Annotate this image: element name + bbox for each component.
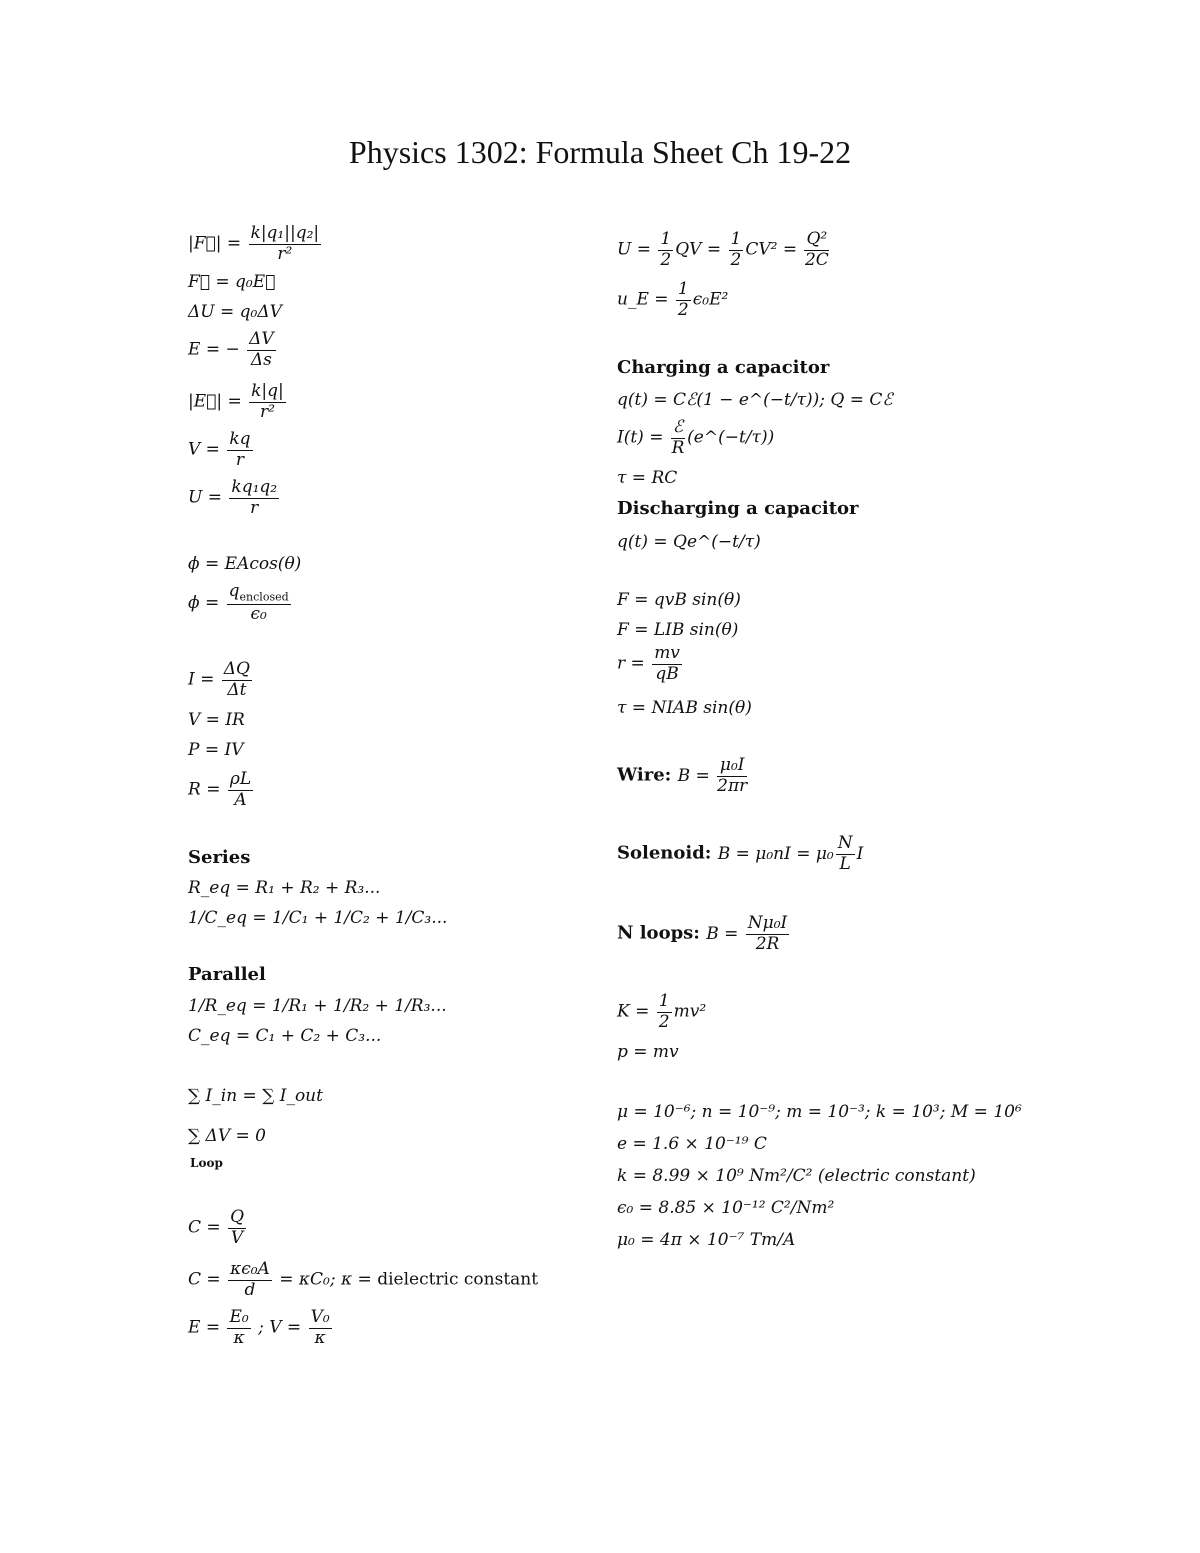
delta-u-formula: ΔU = q₀ΔV xyxy=(188,302,282,322)
capacitance-formula: C = $\frac{Q}{V}$ xyxy=(188,1207,244,1248)
kirchhoff-junction: ∑ I_in = ∑ I_out xyxy=(188,1086,323,1106)
current-formula: I = $\frac{\Delta Q}{\Delta t}$ xyxy=(188,659,250,700)
e-point-formula: |E⃗| = $\frac{k|q|}{\text{r²}}$ xyxy=(188,381,284,422)
kinetic-energy-formula: K = $\frac{1}{2}$ mv² xyxy=(617,991,707,1032)
force-wire-formula: F = LIB sin(θ) xyxy=(617,620,739,640)
discharging-q-formula: q(t) = Qe^(−t/τ) xyxy=(617,532,761,552)
torque-formula: τ = NIAB sin(θ) xyxy=(617,698,752,718)
series-capacitance: 1/C_eq = 1/C₁ + 1/C₂ + 1/C₃... xyxy=(188,908,448,928)
discharging-heading: Discharging a capacitor xyxy=(617,498,859,519)
force-field-formula: F⃗ = q₀E⃗ xyxy=(188,272,276,292)
e-from-v-formula: E = − $\frac{\Delta V}{\Delta s}$ xyxy=(188,329,274,370)
wire-field: Wire: B = $\frac{\text{μ₀I}}{2\pi r}$ xyxy=(617,755,748,796)
electron-charge: e = 1.6 × 10⁻¹⁹ C xyxy=(617,1134,767,1154)
coulomb-constant: k = 8.99 × 10⁹ Nm²/C² (electric constant) xyxy=(617,1166,976,1186)
series-heading: Series xyxy=(188,847,251,868)
kirchhoff-loop: ∑ ΔV = 0 xyxy=(188,1126,266,1146)
flux-formula-2: ϕ = $q_{enclosed}$ ϵ₀ xyxy=(188,581,289,625)
charging-heading: Charging a capacitor xyxy=(617,357,830,378)
page-title: Physics 1302: Formula Sheet Ch 19-22 xyxy=(348,134,852,170)
charging-q-formula: q(t) = Cℰ(1 − e^(−t/τ)); Q = Cℰ xyxy=(617,390,893,410)
u-pair-formula: U = $\frac{\text{kq₁q₂}}{r}$ xyxy=(188,477,278,518)
parallel-capacitance: C_eq = C₁ + C₂ + C₃... xyxy=(188,1026,382,1046)
series-resistance: R_eq = R₁ + R₂ + R₃... xyxy=(188,878,381,898)
dielectric-field-formula: E = $\frac{\text{E₀}}{\kappa}$ ; V = $\frac{\text{V₀}}{\kappa}$ xyxy=(188,1307,330,1348)
flux-formula-1: ϕ = EAcos(θ) xyxy=(188,554,302,574)
parallel-resistance: 1/R_eq = 1/R₁ + 1/R₂ + 1/R₃... xyxy=(188,996,447,1016)
parallel-heading: Parallel xyxy=(188,964,266,985)
dielectric-formula: C = $\frac{\text{κϵ₀A}}{d}$ = κC₀; κ = dielectric constant xyxy=(188,1259,539,1300)
ohm-formula: V = IR xyxy=(188,710,245,730)
power-formula: P = IV xyxy=(188,740,244,760)
tau-formula: τ = RC xyxy=(617,468,678,488)
loop-label: Loop xyxy=(190,1156,223,1170)
charging-i-formula: I(t) = ℰ R (e^(−t/τ)) xyxy=(617,417,775,458)
coulomb-law: |F⃗| = $\frac{\text{k|q₁||q₂|}}{\text{r²}}$ xyxy=(188,223,320,264)
momentum-formula: p = mv xyxy=(617,1042,679,1062)
n-loops-field: N loops: B = $\frac{\text{Nμ₀I}}{2R}$ xyxy=(617,913,788,954)
v-point-formula: V = $\frac{kq}{r}$ xyxy=(188,429,251,470)
solenoid-field: Solenoid: B = μ₀nI = μ₀ $\frac{N}{L}$ I xyxy=(617,833,864,874)
mu-zero: μ₀ = 4π × 10⁻⁷ Tm/A xyxy=(617,1230,796,1250)
resistivity-formula: R = $\frac{\rho L}{A}$ xyxy=(188,769,252,810)
energy-density-formula: u_E = $\frac{1}{2}$ ϵ₀E² xyxy=(617,279,729,320)
force-charge-formula: F = qvB sin(θ) xyxy=(617,590,741,610)
radius-formula: r = $\frac{mv}{qB}$ xyxy=(617,643,680,684)
epsilon-zero: ϵ₀ = 8.85 × 10⁻¹² C²/Nm² xyxy=(617,1198,835,1218)
capacitor-energy-formula: U = $\frac{1}{2}$ QV = $\frac{1}{2}$ CV² = $\frac{\text{Q²}}{2C}$ xyxy=(617,229,829,270)
si-prefixes: μ = 10⁻⁶; n = 10⁻⁹; m = 10⁻³; k = 10³; M = 10⁶ xyxy=(617,1102,1022,1122)
